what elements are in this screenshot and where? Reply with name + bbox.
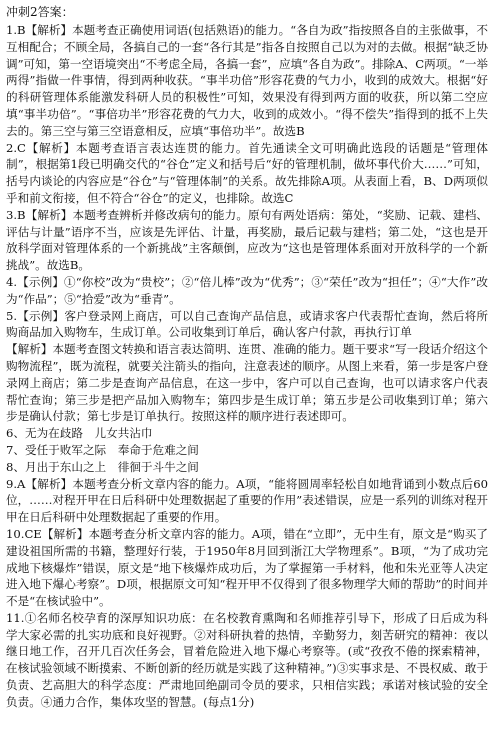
answer-paragraph: 10.CE【解析】本题考查分析文章内容的能力。A项，错在“立即”，无中生有，原文是“购买了建设祖国所需的书籍，整理好行装，于1950年8月回到浙江大学物理系”。B项，“为了成功完成地下核爆炸”错误，原文是“地下核爆炸成功后，为了掌握第一手材料，他和朱光亚等人决定进入地下爆心考察”。D项，根据原文可知“程开甲不仅得到了很多物理学大师的帮助”的时间并不是“在核试验中”。 [6,526,488,609]
answer-paragraph: 9.A【解析】本题考查分析文章内容的能力。A项，“能将圆周率轻松自如地背诵到小数点后60位，……对程开甲在日后科研中处理数据起了重要的作用”表述错误，应是一系列的训练对程开甲在日后科研中处理数据起了重要的作用。 [6,476,488,525]
answer-paragraph: 11.①名师名校孕育的深厚知识功底：在名校教育熏陶和名师推荐引导下，形成了日后成为科学大家必需的扎实功底和良好视野。②对科研执着的热情，辛勤努力，刻苦研究的精神：夜以继日地工作，召开几百次任务会，冒着危险进入地下爆心考察等。(或“孜孜不倦的探索精神，在核试验领域不断摸索、不断创新的经历就是实践了这种精神。”)③实事求是、不畏权威、敢于负责、艺高胆大的科学态度：严肃地回绝副司令员的要求，只相信实践；承诺对核试验的安全负责。④通力合作，集体攻坚的智慧。(每点1分) [6,610,488,709]
document-title: 冲刺2答案： [6,5,74,19]
answer-paragraph: 3.B【解析】本题考查辨析并修改病句的能力。原句有两处语病：第处，“奖励、记载、建档、评估与计量”语序不当，应该是先评估、计量，再奖励，最后记载与建档；第二处，“这也是开放科学面对管理体系的一个新挑战”主客颠倒，应改为“这也是管理体系面对开放科学的一个新挑战”。故选B。 [6,207,488,273]
answer-paragraph: 2.C【解析】本题考查语言表达连贯的能力。首先通读全文可明确此选段的话题是“管理体制”，根据第1段已明确交代的“谷仓”定义和括号后“好的管理机制，做坏事代价大……”可知，括号内谈论的内容应是“谷仓”与“管理体制”的关系。故先排除A项。从表面上看，B、D两项似乎和前文衔接，但不符合“谷仓”的定义，也排除。故选C [6,140,488,205]
answer-paragraph: 5.【示例】客户登录网上商店，可以自己查询产品信息，或请求客户代表帮忙查询，然后将所购商品加入购物车，生成订单。公司收集到订单后，确认客户付款，再执行订单 [6,308,488,340]
answer-paragraph: 1.B【解析】本题考查正确使用词语(包括熟语)的能力。“各自为政”指按照各自的主张做事，不互相配合；不顾全局，各搞自己的一套“各行其是”指各自按照自己以为对的去做。根据“缺乏协调”可知，第一空语境突出“不考虑全局，各搞一套”，应填“各自为政”。排除A、C两项。“一举两得”指做一件事情，得到两种收获。“事半功倍”形容花费的气力小，收到的成效大。根据“好的科研管理体系能激发科研人员的积极性”可知，效果没有得到两方面的收获，所以第二空应填“事半功倍”。“事倍功半”形容花费的气力大，收到的成效小。“得不偿失”指得到的抵不上失去的。第三空与第三空语意相反，应填“事倍功半”。故选B [6,23,488,138]
answer-paragraph: 8、月出于东山之上 徘徊于斗牛之间 [6,459,199,474]
answer-paragraph: 7、受任于败军之际 奉命于危难之间 [6,442,199,457]
answer-paragraph: 【解析】本题考查图文转换和语言表达简明、连贯、准确的能力。题干要求“写一段话介绍这个购物流程”，既为流程，就要关注箭头的指向，注意表述的顺序。从图上来看，第一步是客户登录网上商店；第二步是查询产品信息，在这一步中，客户可以自己查询，也可以请求客户代表帮忙查询；第三步是把产品加入购物车；第四步是生成订单；第五步是公司收集到订单；第六步是确认付款；第七步是订单执行。按照这样的顺序进行表述即可。 [6,342,488,424]
answer-paragraph: 6、无为在歧路 儿女共沾巾 [6,426,153,441]
answer-paragraph: 4.【示例】①“你校”改为“贵校”；②“倍儿棒”改为“优秀”；③“荣任”改为“担任”；④“大作”改为“作品”；⑤“拾爱”改为“垂青”。 [6,274,488,306]
